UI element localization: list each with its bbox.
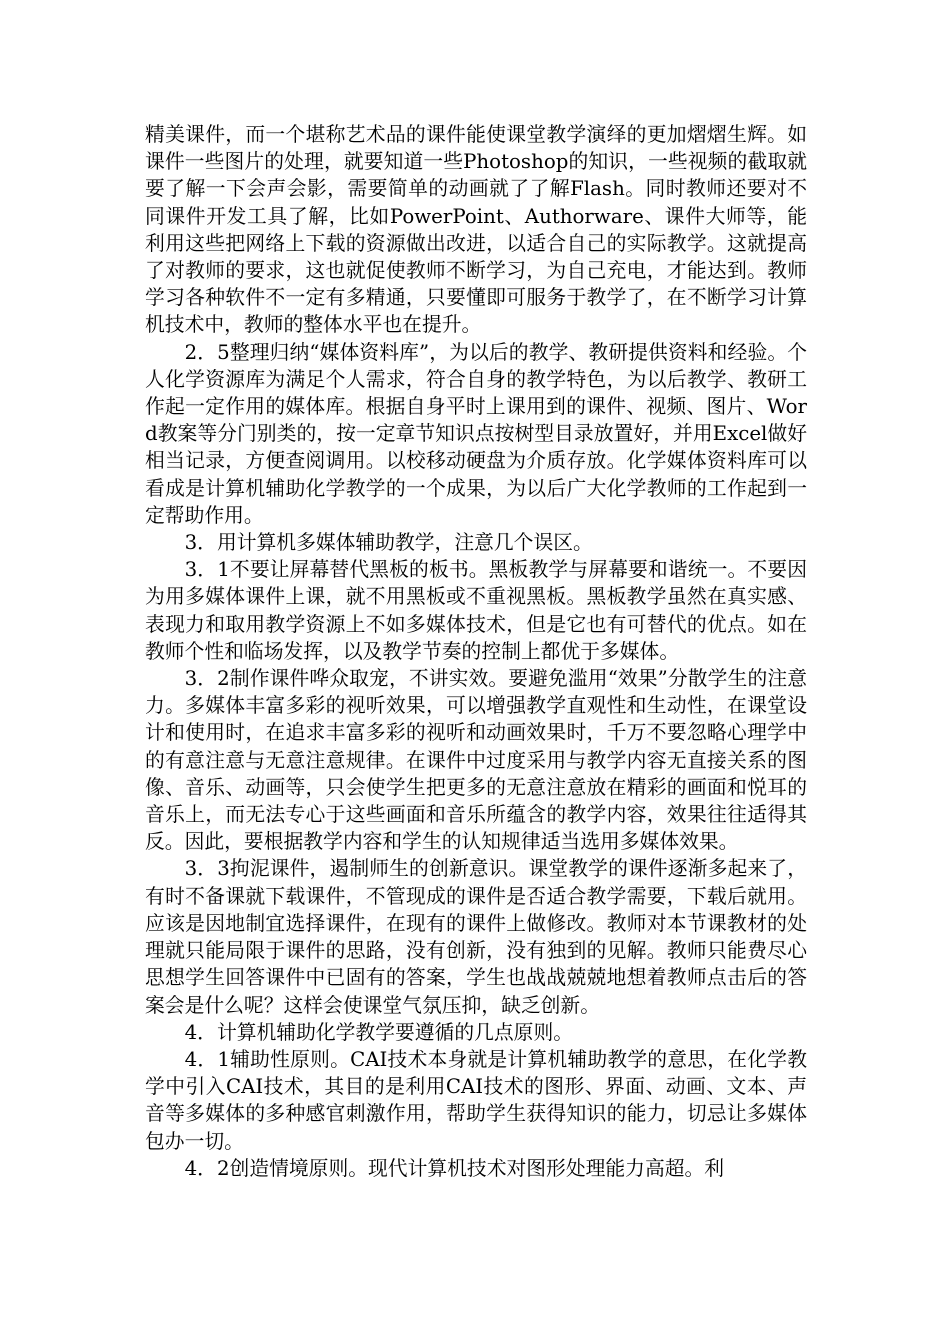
paragraph-4-1-auxiliary: 4．1辅助性原则。CAI技术本身就是计算机辅助教学的意思，在化学教学中引入CAI技术，其目的是利用CAI技术的图形、界面、动画、文本、声音等多媒体的多种感官刺激作用，帮助学生获得知识的能力，切忌让多媒体包办一切。 — [145, 1047, 807, 1153]
paragraph-3-2-effects: 3．2制作课件哗众取宠，不讲实效。要避免滥用“效果”分散学生的注意力。多媒体丰富多彩的视听效果，可以增强教学直观性和生动性，在课堂设计和使用时，在追求丰富多彩的视听和动画效果时，千万不要忽略心理学中的有意注意与无意注意规律。在课件中过度采用与教学内容无直接关系的图像、音乐、动画等，只会使学生把更多的无意注意放在精彩的画面和悦耳的音乐上，而无法专心于这些画面和音乐所蕴含的教学内容，效果往往适得其反。因此，要根据教学内容和学生的认知规律适当选用多媒体效果。 — [145, 667, 807, 854]
paragraph-4-2-situation: 4．2创造情境原则。现代计算机技术对图形处理能力高超。利 — [184, 1156, 725, 1180]
paragraph-courseware-skills: 精美课件，而一个堪称艺术品的课件能使课堂教学演绎的更加熠熠生辉。如课件一些图片的处理，就要知道一些Photoshop的知识，一些视频的截取就要了解一下会声会影，需要简单的动画就了了解Flash。同时教师还要对不同课件开发工具了解，比如PowerPoint、Authorware、课件大师等，能利用这些把网络上下载的资源做出改进，以适合自己的实际教学。这就提高了对教师的要求，这也就促使教师不断学习，为自己充电，才能达到。教师学习各种软件不一定有多精通，只要懂即可服务于教学了，在不断学习计算机技术中，教师的整体水平也在提升。 — [145, 123, 807, 337]
paragraph-2-5-media-library: 2．5整理归纳“媒体资料库”，为以后的教学、教研提供资料和经验。个人化学资源库为满足个人需求，符合自身的教学特色，为以后教学、教研工作起一定作用的媒体库。根据自身平时上课用到的课件、视频、图片、Word教案等分门别类的，按一定章节知识点按树型目录放置好，并用Excel做好相当记录，方便查阅调用。以校移动硬盘为介质存放。化学媒体资料库可以看成是计算机辅助化学教学的一个成果，为以后广大化学教师的工作起到一定帮助作用。 — [145, 340, 807, 527]
heading-4-principles: 4．计算机辅助化学教学要遵循的几点原则。 — [184, 1020, 574, 1044]
paragraph-3-1-blackboard: 3．1不要让屏幕替代黑板的板书。黑板教学与屏幕要和谐统一。不要因为用多媒体课件上课，就不用黑板或不重视黑板。黑板教学虽然在真实感、表现力和取用教学资源上不如多媒体技术，但是它也有可替代的优点。如在教师个性和临场发挥，以及教学节奏的控制上都优于多媒体。 — [145, 558, 807, 663]
heading-3-misconceptions: 3．用计算机多媒体辅助教学，注意几个误区。 — [184, 531, 593, 555]
paragraph-3-3-innovation: 3．3拘泥课件，遏制师生的创新意识。课堂教学的课件逐渐多起来了，有时不备课就下载课件，不管现成的课件是否适合教学需要，下载后就用。应该是因地制宜选择课件，在现有的课件上做修改。教师对本节课教材的处理就只能局限于课件的思路，没有创新，没有独到的见解。教师只能费尽心思想学生回答课件中已固有的答案，学生也战战兢兢地想着教师点击后的答案会是什么呢？这样会使课堂气氛压抑，缺乏创新。 — [145, 857, 807, 1017]
document-body — [145, 121, 807, 1182]
